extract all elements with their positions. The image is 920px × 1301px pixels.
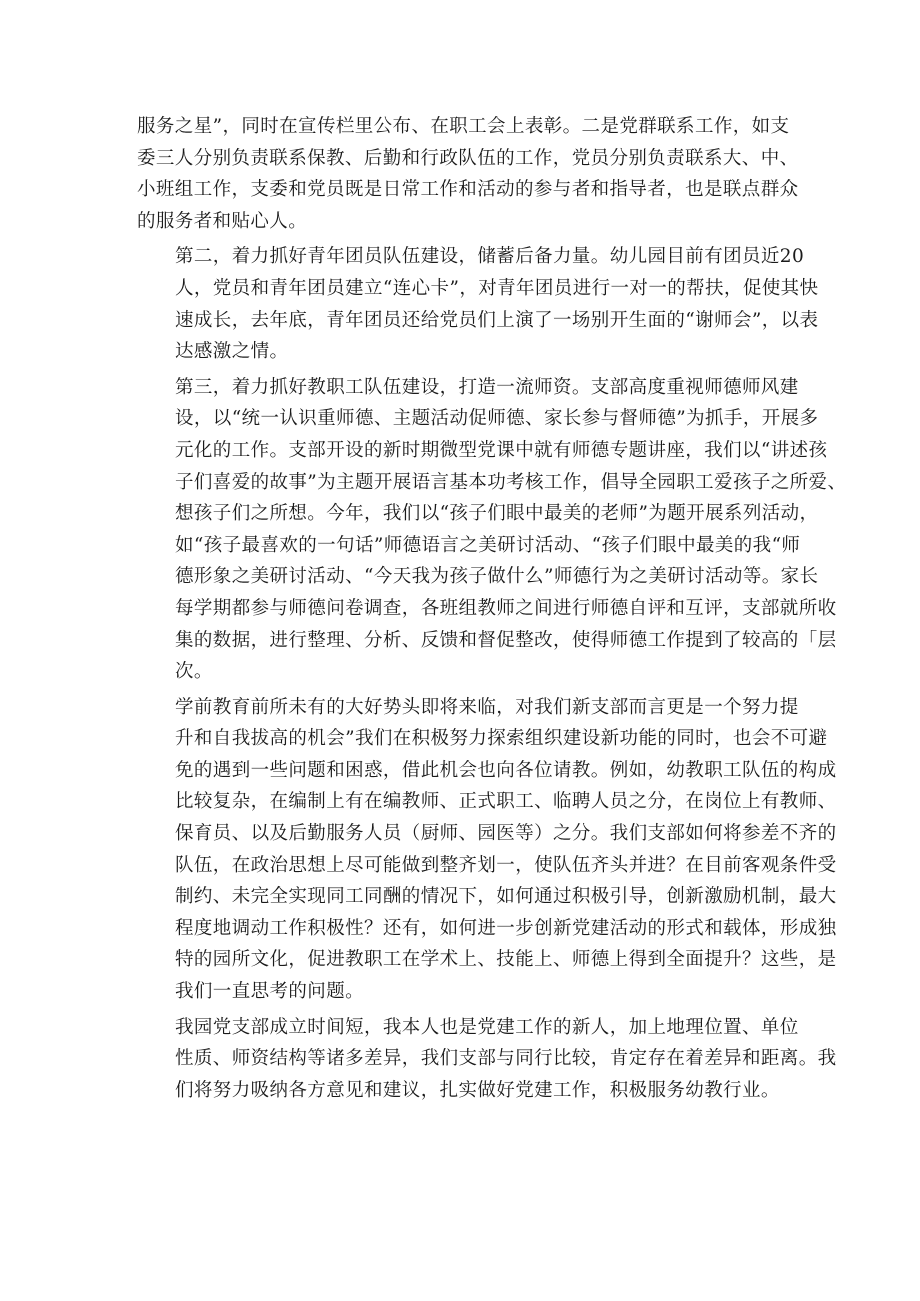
text-line: 如“孩子最喜欢的一句话”师德语言之美研讨活动、“孩子们眼中最美的我“师 — [175, 534, 801, 556]
text-line: 学前教育前所未有的大好势头即将来临，对我们新支部而言更是一个努力提 — [175, 696, 799, 718]
text-line: 次。 — [175, 661, 213, 683]
paragraph — [137, 692, 837, 1008]
text-line: 制约、未完全实现同工同酬的情况下，如何通过积极引导，创新激励机制，最大 — [175, 886, 837, 908]
text-line: 想孩子们之所想。今年，我们以“孩子们眼中最美的老师”为题开展系列活动， — [175, 503, 819, 525]
text-line: 程度地调动工作积极性？还有，如何进一步创新党建活动的形式和载体，形成独 — [175, 917, 837, 939]
text-line: 服务之星”，同时在宣传栏里公布、在职工会上表彰。二是党群联系工作，如支 — [137, 116, 790, 137]
text-line: 德形象之美研讨活动、“今天我为孩子做什么”师德行为之美研讨活动等。家长 — [175, 566, 819, 588]
text-line: 每学期都参与师德问卷调查，各班组教师之间进行师德自评和互评，支部就所收 — [175, 597, 837, 619]
paragraph — [137, 111, 799, 237]
text-line: 的服务者和贴心人。 — [137, 210, 308, 232]
text-line: 们将努力吸纳各方意见和建议，扎实做好党建工作，积极服务幼教行业。 — [175, 1079, 780, 1101]
text-line: 升和自我拔高的机会”我们在积极努力探索组织建设新功能的同时，也会不可避 — [175, 728, 828, 750]
text-line: 元化的工作。支部开设的新时期微型党课中就有师德专题讲座，我们以“讲述孩 — [175, 439, 828, 461]
document-body — [137, 111, 847, 1110]
text-line: 子们喜爱的故事”为主题开展语言基本功考核工作，倡导全园职工爱孩子之所爱、 — [175, 471, 847, 493]
text-line: 设，以“统一认识重师德、主题活动促师德、家长参与督师德”为抓手，开展多 — [175, 408, 819, 430]
text-line: 达感激之情。 — [175, 341, 289, 363]
text-line: 我园党支部成立时间短，我本人也是党建工作的新人，加上地理位置、单位 — [175, 1016, 799, 1038]
text-line: 速成长，去年底，青年团员还给党员们上演了一场别开生面的“谢师会”，以表 — [175, 309, 819, 331]
text-line: 性质、师资结构等诸多差异，我们支部与同行比较，肯定存在着差异和距离。我 — [175, 1048, 837, 1070]
text-line: 第三，着力抓好教职工队伍建设，打造一流师资。支部高度重视师德师风建 — [175, 376, 799, 398]
text-line: 我们一直思考的问题。 — [175, 981, 365, 1003]
text-line: 小班组工作，支委和党员既是日常工作和活动的参与者和指导者，也是联点群众 — [137, 179, 799, 201]
text-line: 第二，着力抓好青年团员队伍建设，储蓄后备力量。幼儿园目前有团员近20 — [175, 246, 805, 268]
text-line: 特的园所文化，促进教职工在学术上、技能上、师德上得到全面提升？这些，是 — [175, 949, 837, 971]
text-line: 人，党员和青年团员建立“连心卡”，对青年团员进行一对一的帮扶，促使其快 — [175, 277, 819, 299]
paragraph — [137, 241, 819, 367]
text-line: 队伍，在政治思想上尽可能做到整齐划一，使队伍齐头并进？在目前客观条件受 — [175, 854, 837, 876]
paragraph — [137, 372, 847, 688]
text-line: 保育员、以及后勤服务人员（厨师、园医等）之分。我们支部如何将参差不齐的 — [175, 823, 837, 845]
paragraph — [137, 1012, 837, 1107]
text-line: 免的遇到一些问题和困惑，借此机会也向各位请教。例如，幼教职工队伍的构成 — [175, 759, 837, 781]
text-line: 委三人分别负责联系保教、后勤和行政队伍的工作，党员分别负责联系大、中、 — [137, 147, 799, 169]
text-line: 比较复杂，在编制上有在编教师、正式职工、临聘人员之分，在岗位上有教师、 — [175, 791, 837, 813]
text-line: 集的数据，进行整理、分析、反馈和督促整改，使得师德工作提到了较高的「层 — [175, 629, 837, 651]
